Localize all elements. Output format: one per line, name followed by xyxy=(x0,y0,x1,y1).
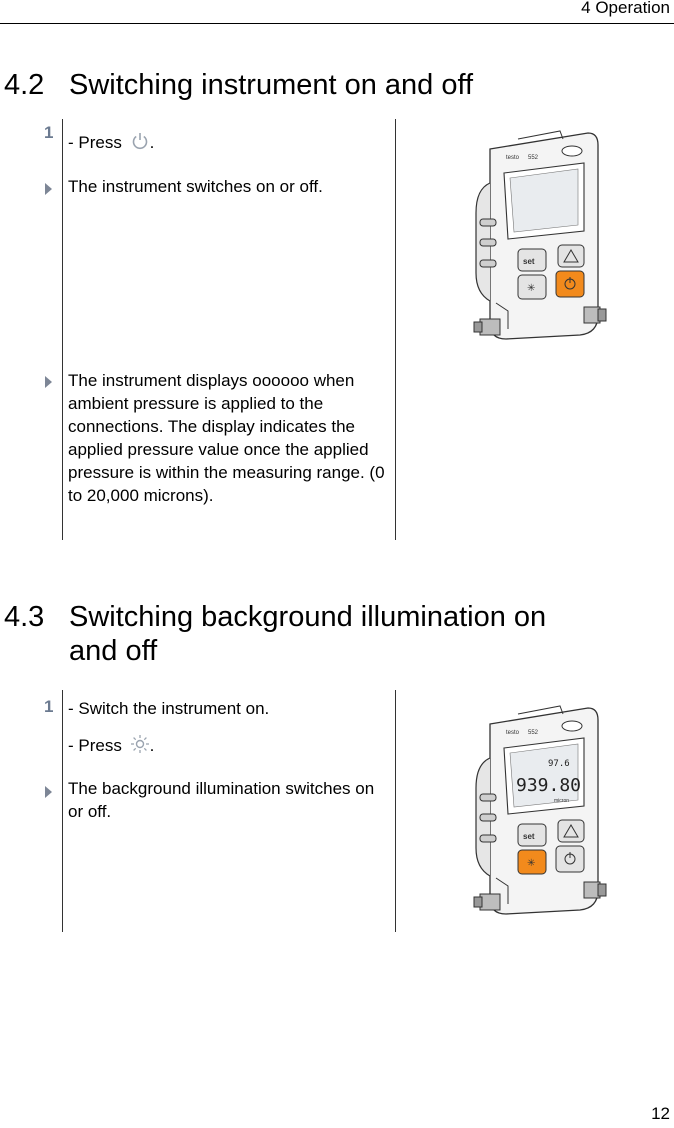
step-instruction xyxy=(68,734,386,757)
device-key-power xyxy=(556,846,584,872)
chapter-header: 4 Operation xyxy=(581,0,670,17)
device-brand-label: testo xyxy=(506,155,520,161)
section-title: Switching instrument on and off xyxy=(69,69,474,101)
step-suffix: . xyxy=(149,133,155,152)
device-model-label: 552 xyxy=(528,155,539,161)
result-arrow-icon xyxy=(45,376,52,388)
left-table-rule xyxy=(62,119,63,540)
section-4-2-heading xyxy=(4,68,473,102)
right-table-rule xyxy=(395,690,396,932)
section-4-3-heading xyxy=(4,600,664,668)
section-number: 4.2 xyxy=(4,69,45,101)
svg-text:set: set xyxy=(523,832,535,841)
section-title-continued: and off xyxy=(69,635,158,667)
device-secondary-reading: 97.6 xyxy=(548,759,570,769)
device-unit-label: micron xyxy=(554,798,570,804)
result-arrow-icon xyxy=(45,183,52,195)
step-number: 1 xyxy=(44,697,54,716)
svg-text:set: set xyxy=(523,257,535,266)
step-instruction: - Switch the instrument on. xyxy=(68,699,270,718)
header-rule xyxy=(0,23,674,24)
device-key-up xyxy=(558,820,584,842)
right-table-rule xyxy=(395,119,396,540)
result-text: The instrument switches on or off. xyxy=(68,177,323,196)
section-number: 4.3 xyxy=(4,601,45,633)
device-main-reading: 939.80 xyxy=(516,775,582,796)
result-arrow-icon xyxy=(45,786,52,798)
device-illustration-power xyxy=(468,123,618,353)
device-model-label: 552 xyxy=(528,730,539,736)
svg-text:✳: ✳ xyxy=(527,283,536,294)
left-table-rule xyxy=(62,690,63,932)
device-illustration-light xyxy=(468,698,618,930)
device-brand-label: testo xyxy=(506,730,520,736)
step-suffix: . xyxy=(149,736,155,755)
power-icon xyxy=(130,131,150,151)
sun-icon xyxy=(130,734,150,754)
section-title: Switching background illumination on xyxy=(69,601,547,633)
result-text: The instrument displays oooooo when ambient pressure is applied to the connections. The display indicates the applied pressure value once the applied pressure is within the measuring range. (0 to 20,000 microns). xyxy=(68,371,385,505)
device-key-power-highlighted xyxy=(556,271,584,297)
step-number: 1 xyxy=(44,123,54,142)
page-number: 12 xyxy=(651,1104,670,1123)
svg-text:✳: ✳ xyxy=(527,858,536,869)
result-text: The background illumination switches on or off. xyxy=(68,779,375,821)
step-text: - Press xyxy=(68,133,122,152)
device-key-up xyxy=(558,245,584,267)
step-instruction xyxy=(68,131,386,154)
step-text: - Press xyxy=(68,736,122,755)
